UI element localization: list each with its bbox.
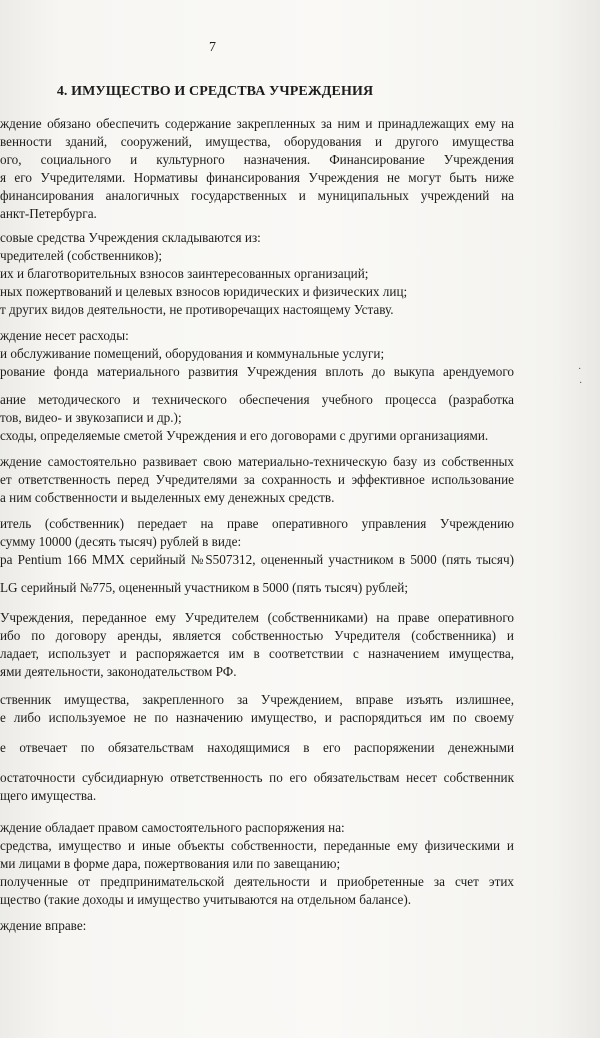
text-line: ание методического и технического обеспечения учебного процесса (разработка	[0, 392, 514, 407]
text-line: а ним собственности и выделенных ему денежных средств.	[0, 490, 335, 505]
text-line: ями деятельности, законодательством РФ.	[0, 664, 237, 679]
text-line: ого, социального и культурного назначения. Финансирование Учреждения	[0, 152, 514, 167]
text-line: венности зданий, сооружений, имущества, оборудования и другого имущества	[0, 134, 514, 149]
text-line: ждение обладает правом самостоятельного распоряжения на:	[0, 820, 345, 835]
section-heading: 4. ИМУЩЕСТВО И СРЕДСТВА УЧРЕЖДЕНИЯ	[56, 84, 374, 99]
text-line: щество (такие доходы и имущество учитываются на отдельном балансе).	[0, 892, 412, 907]
text-line: сумму 10000 (десять тысяч) рублей в виде:	[0, 534, 242, 549]
text-line: ми лицами в форме дара, пожертвования или по завещанию;	[0, 856, 341, 871]
text-line: средства, имущество и иные объекты собственности, переданные ему физическими и	[0, 838, 514, 853]
text-line: и обслуживание помещений, оборудования и коммунальные услуги;	[0, 346, 385, 361]
text-line: ра Pentium 166 MMX серийный №S507312, оцененный участником в 5000 (пять тысяч)	[0, 552, 514, 567]
text-line: е отвечает по обязательствам находящимися в его распоряжении денежными	[0, 740, 514, 755]
text-line: LG серийный №775, оцененный участником в 5000 (пять тысяч) рублей;	[0, 580, 408, 595]
scan-speck: ·	[579, 378, 583, 389]
text-line: сходы, определяемые сметой Учреждения и его договорами с другими организациями.	[0, 428, 489, 443]
text-line: полученные от предпринимательской деятельности и приобретенные за счет этих	[0, 874, 514, 889]
text-line: Учреждения, переданное ему Учредителем (собственниками) на праве оперативного	[0, 610, 514, 625]
page-number: 7	[209, 40, 216, 55]
text-line: щего имущества.	[0, 788, 97, 803]
text-line: совые средства Учреждения складываются из:	[0, 230, 261, 245]
text-line: ждение несет расходы:	[0, 328, 129, 343]
text-line: их и благотворительных взносов заинтересованных организаций;	[0, 266, 369, 281]
text-line: т других видов деятельности, не противоречащих настоящему Уставу.	[0, 302, 394, 317]
scan-speck: ·	[578, 364, 582, 375]
text-line: я его Учредителями. Нормативы финансирования Учреждения не могут быть ниже	[0, 170, 514, 185]
text-line: ждение самостоятельно развивает свою материально-техническую базу из собственных	[0, 454, 514, 469]
text-line: ет ответственность перед Учредителями за сохранность и эффективное использование	[0, 472, 514, 487]
text-line: рование фонда материального развития Учреждения вплоть до выкупа арендуемого	[0, 364, 514, 379]
text-line: ждение вправе:	[0, 918, 87, 933]
text-line: ладает, использует и распоряжается им в соответствии с назначением имущества,	[0, 646, 514, 661]
text-line: анкт-Петербурга.	[0, 206, 97, 221]
text-line: итель (собственник) передает на праве оперативного управления Учреждению	[0, 516, 514, 531]
text-line: ственник имущества, закрепленного за Учреждением, вправе изъять излишнее,	[0, 692, 514, 707]
text-line: чредителей (собственников);	[0, 248, 163, 263]
text-line: остаточности субсидиарную ответственность по его обязательствам несет собственник	[0, 770, 514, 785]
text-line: ных пожертвований и целевых взносов юридических и физических лиц;	[0, 284, 408, 299]
text-line: ждение обязано обеспечить содержание закрепленных за ним и принадлежащих ему на	[0, 116, 514, 131]
text-line: е либо используемое не по назначению имущество, и распорядиться им по своему	[0, 710, 514, 725]
text-line: финансирования аналогичных государственных и муниципальных учреждений на	[0, 188, 514, 203]
text-line: ибо по договору аренды, является собственностью Учредителя (собственника) и	[0, 628, 514, 643]
text-line: тов, видео- и звукозаписи и др.);	[0, 410, 182, 425]
